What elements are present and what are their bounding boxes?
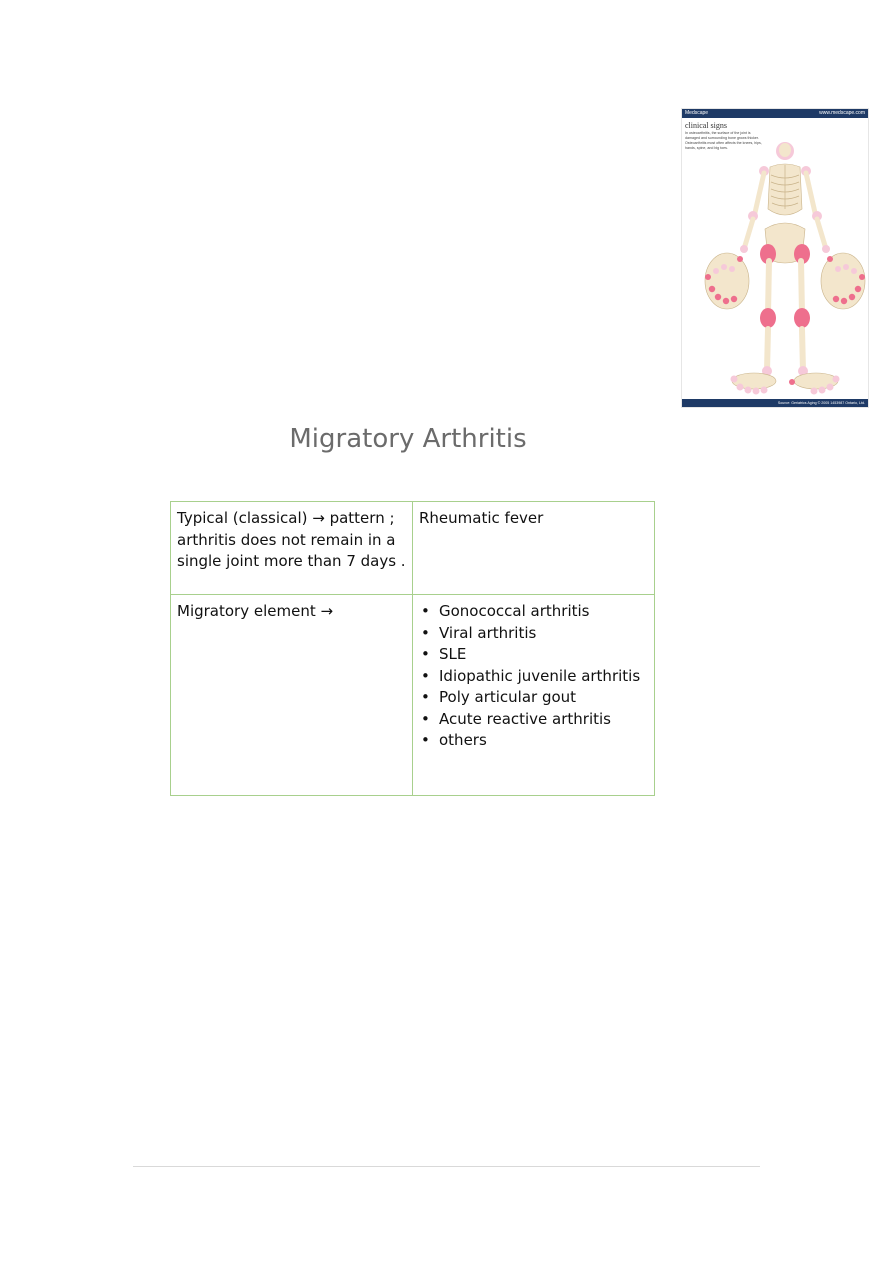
list-item: • Poly articular gout: [419, 687, 648, 709]
figure-header-bar: [682, 109, 868, 118]
list-item: • SLE: [419, 644, 648, 666]
arthritis-table: [170, 501, 655, 796]
list-item: • others: [419, 730, 648, 752]
list-item: • Gonococcal arthritis: [419, 601, 648, 623]
list-item: • Idiopathic juvenile arthritis: [419, 666, 648, 688]
list-item: • Acute reactive arthritis: [419, 709, 648, 731]
figure-title: clinical signs: [685, 121, 727, 130]
typical-pattern-cell: Typical (classical) → pattern ; arthritis does not remain in a single joint more than 7 days .: [171, 502, 413, 595]
page-heading: Migratory Arthritis: [289, 424, 527, 454]
list-item: • Viral arthritis: [419, 623, 648, 645]
figure-caption: In osteoarthritis, the surface of the joint is damaged and surrounding bone grows thicker. Osteoarthritis most often affects the knees, hips, hands, spine, and big toes.: [685, 131, 762, 150]
causes-list: [419, 601, 648, 752]
figure-brand: Medscape: [685, 110, 709, 116]
figure-url: www.medscape.com: [819, 110, 865, 116]
rheumatic-fever-cell: Rheumatic fever: [413, 502, 655, 595]
footer-divider: [133, 1166, 760, 1167]
causes-cell: [413, 595, 655, 796]
skeleton-joints-illustration: [682, 109, 869, 408]
table-row: [171, 502, 655, 595]
table-row: [171, 595, 655, 796]
skeleton-figure: [681, 108, 869, 408]
figure-source: Source: Geriatrics Aging © 2005 1453987 Ontario, Ltd.: [682, 399, 868, 407]
migratory-element-cell: Migratory element →: [171, 595, 413, 796]
